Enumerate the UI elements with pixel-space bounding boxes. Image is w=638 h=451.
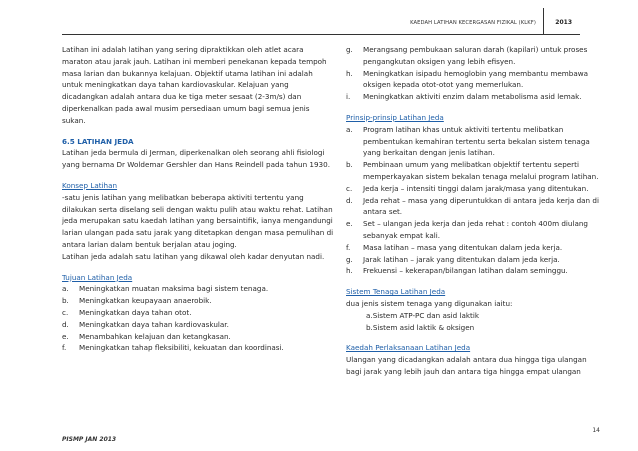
page-number: 14 — [592, 427, 600, 434]
sistem-item-b: b.Sistem asid laktik & oksigen — [366, 322, 475, 332]
list-marker: a. — [62, 284, 69, 294]
list-marker: d. — [346, 195, 353, 205]
right-column — [346, 44, 604, 378]
list-item — [346, 159, 604, 183]
footer-label: PISMP JAN 2013 — [62, 436, 117, 443]
sistem-title: Sistem Tenaga Latihan Jeda — [346, 287, 446, 297]
list-item — [346, 124, 604, 159]
sistem-text: dua jenis sistem tenaga yang digunakan iaitu: — [346, 298, 513, 308]
list-marker: f. — [346, 242, 351, 252]
tujuan-list — [62, 283, 334, 354]
list-text: Meningkatkan tahap fleksibiliti, kekuatan dan koordinasi. — [79, 343, 284, 353]
list-item — [346, 195, 604, 219]
list-marker: i. — [346, 92, 351, 102]
list-text: Pembinaan umum yang melibatkan objektif tertentu seperti memperkayakan sistem bekalan tenaga melalui program latihan. — [363, 160, 599, 181]
list-item — [346, 44, 604, 68]
list-marker: h. — [346, 266, 353, 276]
header-divider — [543, 8, 544, 34]
intro-paragraph: Latihan ini adalah latihan yang sering dipraktikkan oleh atlet acara maraton atau jarak jauh. Latihan ini memberi penekanan kepada tempoh masa larian dan bukannya kelajuan. Objektif utama latihan ini adalah untuk meningkatkan daya tahan kardiovaskular. Kelajuan yang dicadangkan adalah antara dua ke tiga meter sesaat (2-3m/s) dan diperkenalkan pada awal musim persediaan umum bagi semua jenis sukan. — [62, 45, 327, 125]
list-text: Masa latihan – masa yang ditentukan dalam jeda kerja. — [363, 242, 563, 252]
list-text: Jarak latihan – jarak yang ditentukan dalam jeda kerja. — [363, 254, 560, 264]
list-text: Program latihan khas untuk aktiviti tertentu melibatkan pembentukan kemahiran tertentu serta bekalan sistem tenaga yang berkaitan dengan jenis latihan. — [363, 124, 590, 158]
list-text: Meningkatkan keupayaan anaerobik. — [79, 296, 212, 306]
sistem-item-a: a.Sistem ATP-PC dan asid laktik — [366, 310, 480, 320]
list-marker: g. — [346, 254, 353, 264]
list-item — [62, 342, 334, 354]
prinsip-list — [346, 124, 604, 277]
list-item — [346, 242, 604, 254]
list-text: Meningkatkan daya tahan otot. — [79, 307, 192, 317]
kaedah-text: Ulangan yang dicadangkan adalah antara dua hingga tiga ulangan bagi jarak yang lebih jauh dan antara tiga hingga empat ulangan — [346, 355, 587, 376]
list-marker: e. — [62, 331, 69, 341]
list-text: Meningkatkan muatan maksima bagi sistem tenaga. — [79, 284, 269, 294]
section-paragraph: Latihan jeda bermula di Jerman, diperkenalkan oleh seorang ahli fisiologi yang bernama Dr Woldemar Gershler dan Hans Reindell pada tahun 1930. — [62, 148, 330, 170]
list-text: Meningkatkan daya tahan kardiovaskular. — [79, 319, 229, 329]
list-marker: h. — [346, 68, 353, 78]
list-text: Menambahkan kelajuan dan ketangkasan. — [79, 331, 231, 341]
list-marker: e. — [346, 219, 353, 229]
list-marker: c. — [346, 183, 353, 193]
kaedah-title: Kaedah Perlaksanaan Latihan Jeda — [346, 343, 471, 353]
konsep-paragraph-2: Latihan jeda adalah satu latihan yang dikawal oleh kadar denyutan nadi. — [62, 251, 325, 261]
list-marker: g. — [346, 45, 353, 54]
list-item — [346, 183, 604, 195]
tujuan-list-continued — [346, 44, 604, 103]
prinsip-title: Prinsip-prinsip Latihan Jeda — [346, 112, 444, 122]
list-marker: f. — [62, 343, 67, 353]
list-text: Jeda kerja – intensiti tinggi dalam jarak/masa yang ditentukan. — [363, 183, 589, 193]
list-item — [62, 307, 334, 319]
list-text: Set – ulangan jeda kerja dan jeda rehat : contoh 400m diulang sebanyak empat kali. — [363, 219, 588, 240]
header-year: 2013 — [555, 19, 572, 26]
left-column — [62, 44, 334, 363]
list-item — [346, 265, 604, 277]
list-item — [62, 331, 334, 343]
konsep-title: Konsep Latihan — [62, 180, 118, 190]
list-item — [62, 283, 334, 295]
list-marker: d. — [62, 319, 69, 329]
section-title: 6.5 LATIHAN JEDA — [62, 136, 134, 146]
list-item — [62, 295, 334, 307]
list-item — [346, 91, 604, 103]
list-item — [346, 254, 604, 266]
list-text: Merangsang pembukaan saluran darah (kapilari) untuk proses pengangkutan oksigen yang lebih efisyen. — [363, 45, 588, 66]
konsep-paragraph: -satu jenis latihan yang melibatkan beberapa aktiviti tertentu yang dilakukan serta diselang seli dengan waktu pulih atau waktu rehat. Latihan jeda merupakan satu kaedah latihan yang bersaintifik, ianya mengandungi larian ulangan pada satu jarak yang ditetapkan dengan masa pemulihan di antara larian dalam bentuk berjalan atau joging. — [62, 192, 334, 249]
list-text: Jeda rehat – masa yang diperuntukkan di antara jeda kerja dan di antara set. — [363, 195, 599, 217]
page-header — [62, 6, 580, 35]
tujuan-title: Tujuan Latihan Jeda — [62, 272, 133, 282]
list-text: Frekuensi – kekerapan/bilangan latihan dalam seminggu. — [363, 266, 568, 276]
list-text: Meningkatkan isipadu hemoglobin yang membantu membawa oksigen kepada otot-otot yang memerlukan. — [363, 68, 589, 90]
list-item — [346, 218, 604, 242]
list-text: Meningkatkan aktiviti enzim dalam metabolisma asid lemak. — [363, 92, 582, 102]
list-item — [346, 68, 604, 92]
list-item — [62, 319, 334, 331]
header-title: KAEDAH LATIHAN KECERGASAN FIZIKAL (KLKF) — [410, 20, 536, 26]
list-marker: a. — [346, 124, 353, 134]
list-marker: b. — [62, 296, 69, 306]
list-marker: c. — [62, 307, 69, 317]
list-marker: b. — [346, 160, 353, 170]
